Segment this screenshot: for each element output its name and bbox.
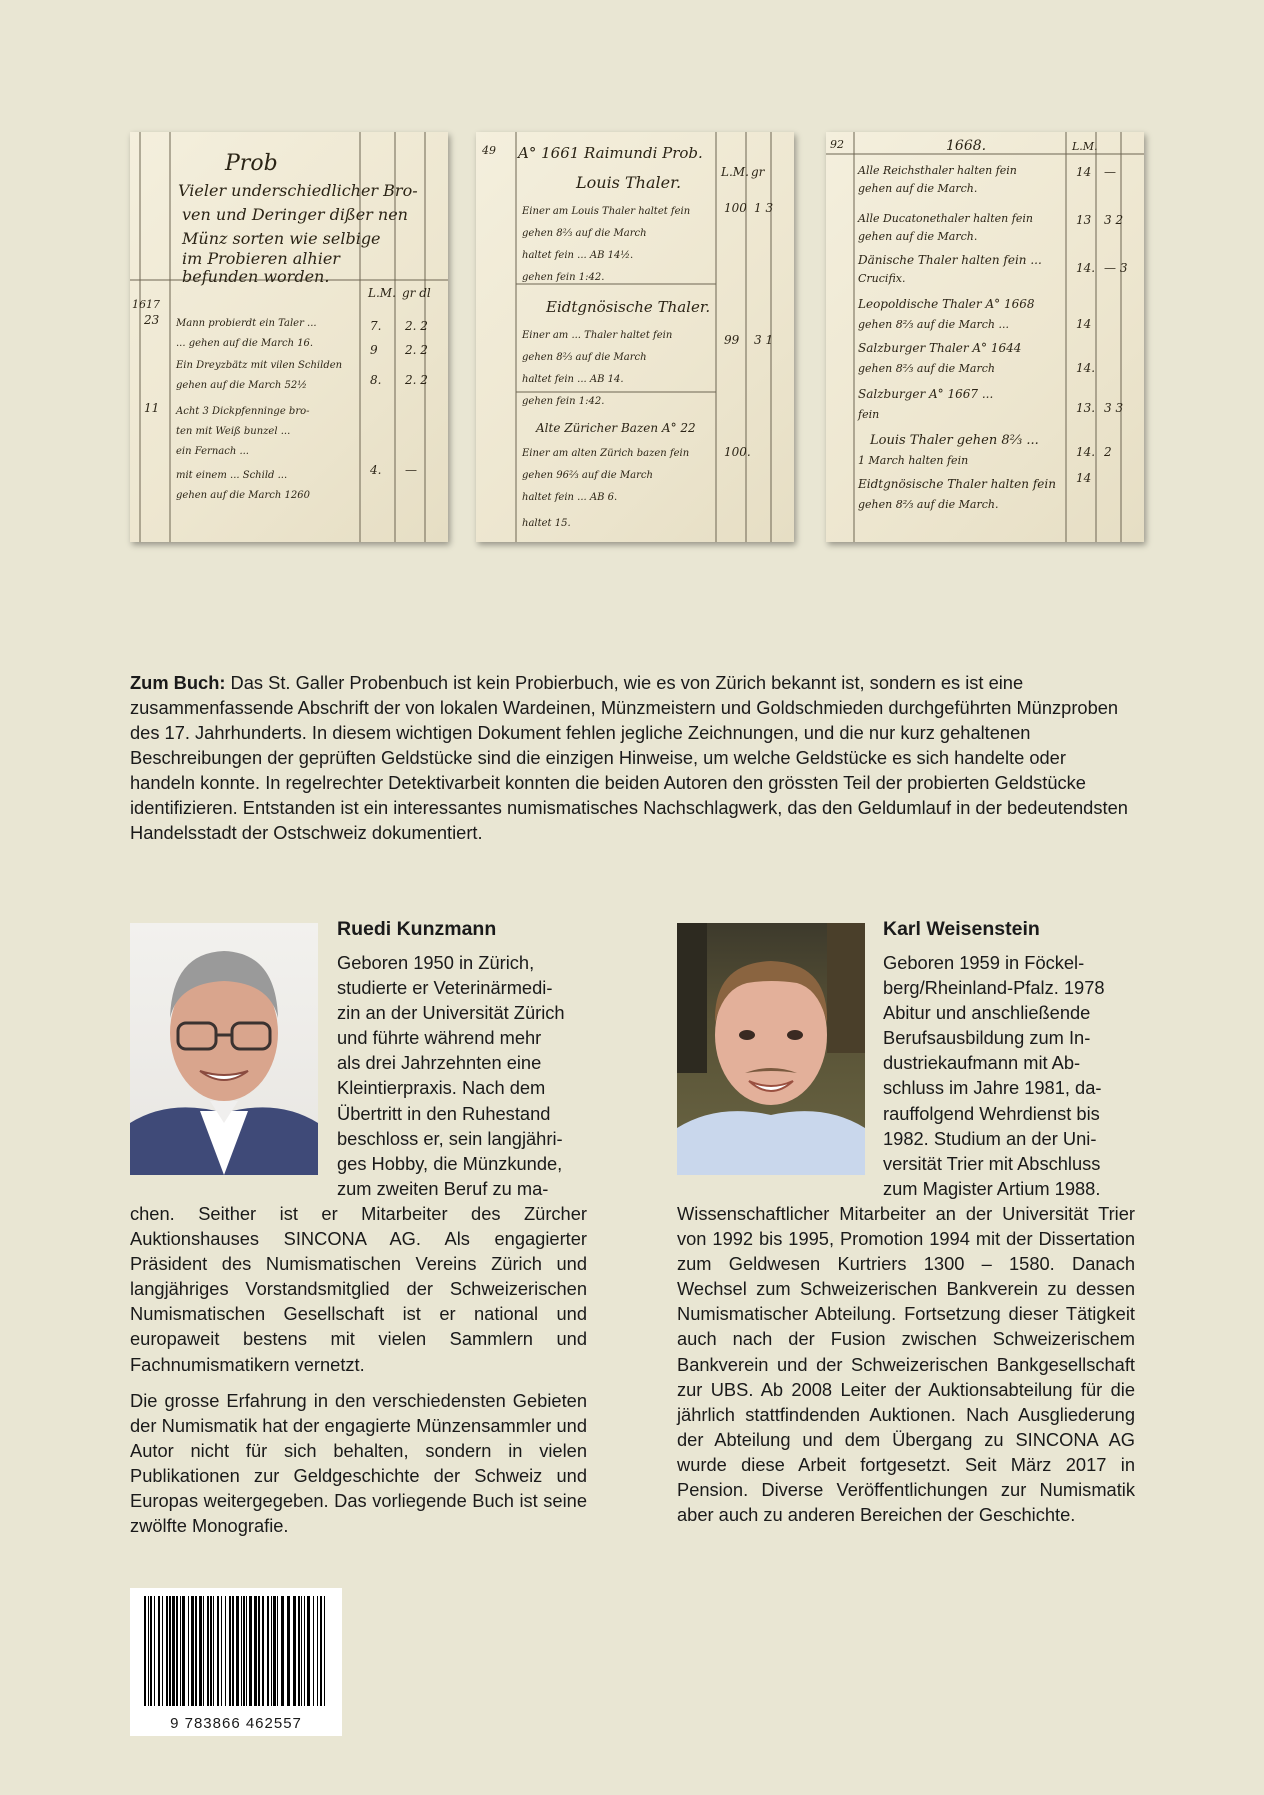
svg-text:gehen 8⅔ auf die March ...: gehen 8⅔ auf die March ... xyxy=(858,318,1009,331)
svg-text:L.M.: L.M. xyxy=(721,165,749,179)
svg-text:befunden worden.: befunden worden. xyxy=(182,267,330,286)
barcode-bar xyxy=(281,1596,284,1706)
svg-text:3 3: 3 3 xyxy=(1104,401,1124,415)
svg-text:Salzburger A° 1667 ...: Salzburger A° 1667 ... xyxy=(858,387,994,401)
svg-text:Prob: Prob xyxy=(225,151,278,176)
author-name-weisenstein: Karl Weisenstein xyxy=(883,918,1040,940)
svg-text:gehen 8⅔ auf die March.: gehen 8⅔ auf die March. xyxy=(858,498,999,511)
bio-line: beschloss er, sein langjähri- xyxy=(337,1127,563,1149)
svg-text:haltet 15.: haltet 15. xyxy=(522,518,571,529)
svg-text:13.: 13. xyxy=(1076,401,1096,415)
barcode-bar xyxy=(217,1596,219,1706)
svg-text:99: 99 xyxy=(724,333,740,347)
svg-text:ven und Deringer dißer nen: ven und Deringer dißer nen xyxy=(182,205,408,224)
book-description-text: Das St. Galler Probenbuch ist kein Probierbuch, wie es von Zürich bekannt ist, sondern es ist eine zusammenfassende Abschrift der von lokalen Wardeinen, Münzmeistern und Goldschmieden durchgeführten Münzproben des 17. Jahrhunderts. In diesem wichtigen Dokument fehlen jegliche Zeichnungen, und die nur kurz gehaltenen Beschreibungen der geprüften Geldstücke sind die einzigen Hinweise, um welche Geldstücke es sich handelte oder handeln konnte. In regelrechter Detektivarbeit konnten die beiden Autoren den grössten Teil der probierten Geldstücke identifizieren. Entstanden ist ein interessantes numismatisches Nachschlagwerk, das den Geldumlauf in der bedeutendsten Handelsstadt der Ostschweiz dokumentiert. xyxy=(130,672,1128,843)
barcode-bar xyxy=(232,1596,234,1706)
bio-line: berg/Rheinland-Pfalz. 1978 xyxy=(883,977,1105,999)
barcode-bar xyxy=(236,1596,239,1706)
svg-text:1617: 1617 xyxy=(132,298,160,311)
book-description xyxy=(130,670,1136,845)
svg-text:fein: fein xyxy=(858,408,880,421)
svg-text:Alle Reichsthaler halten fein: Alle Reichsthaler halten fein xyxy=(858,164,1017,177)
manuscript-image-3 xyxy=(826,132,1144,542)
svg-text:— 3: — 3 xyxy=(1104,261,1128,275)
svg-text:gehen fein 1:42.: gehen fein 1:42. xyxy=(522,272,605,283)
svg-text:100: 100 xyxy=(724,201,747,215)
author-photo-weisenstein xyxy=(677,923,865,1175)
barcode-bar xyxy=(182,1596,185,1706)
bio-line: und führte während mehr xyxy=(337,1027,542,1049)
manuscript-image-2 xyxy=(476,132,794,542)
book-description-heading: Zum Buch: xyxy=(130,672,226,693)
bio-line: zum zweiten Beruf zu ma- xyxy=(337,1177,549,1199)
svg-text:Eidtgnösische Thaler halten fe: Eidtgnösische Thaler halten fein xyxy=(858,477,1056,491)
svg-text:Dänische Thaler halten fein ..: Dänische Thaler halten fein ... xyxy=(858,253,1042,267)
bio-line: Übertritt in den Ruhestand xyxy=(337,1102,551,1124)
author-bio-kunzmann-para2: Die grosse Erfahrung in den verschiedensten Gebieten der Numismatik hat der engagierte Münzensammler und Autor nicht für sich behalten, sondern in vielen Publikationen zur Geldgeschichte der Schweiz und Europas weitergegeben. Das vorliegende Buch ist seine zwölfte Monografie. xyxy=(130,1390,587,1537)
barcode-bar xyxy=(243,1596,245,1706)
barcode-bar xyxy=(287,1596,290,1706)
svg-text:7.: 7. xyxy=(370,319,382,333)
svg-text:Ein Dreyzbätz mit vilen Schild: Ein Dreyzbätz mit vilen Schilden xyxy=(176,360,343,371)
svg-text:im Probieren alhier: im Probieren alhier xyxy=(182,249,340,268)
svg-text:14: 14 xyxy=(1076,165,1092,179)
barcode-bar xyxy=(172,1596,175,1706)
barcode-bar xyxy=(150,1596,152,1706)
bio-line: studierte er Veterinärmedi- xyxy=(337,977,553,999)
svg-text:L.M.: L.M. xyxy=(1072,140,1098,153)
bio-line: 1982. Studium an der Uni- xyxy=(883,1127,1097,1149)
barcode-bar xyxy=(313,1596,314,1706)
barcode-bar xyxy=(317,1596,318,1706)
svg-text:gehen auf die March 52½: gehen auf die March 52½ xyxy=(176,380,307,391)
svg-text:14: 14 xyxy=(1076,317,1092,331)
svg-text:8.: 8. xyxy=(370,373,382,387)
barcode-bar xyxy=(166,1596,168,1706)
barcode-bar xyxy=(304,1596,305,1706)
svg-text:4.: 4. xyxy=(370,463,382,477)
svg-text:14.: 14. xyxy=(1076,261,1096,275)
bio-line: zum Magister Artium 1988. xyxy=(883,1177,1101,1199)
svg-text:gr: gr xyxy=(751,165,765,179)
barcode-bar xyxy=(267,1596,269,1706)
svg-text:ein Fernach ...: ein Fernach ... xyxy=(176,446,249,457)
svg-text:Münz sorten wie selbige: Münz sorten wie selbige xyxy=(182,229,381,248)
svg-text:gehen auf die March.: gehen auf die March. xyxy=(858,182,978,195)
bio-line: Geboren 1959 in Föckel- xyxy=(883,952,1085,973)
svg-text:—: — xyxy=(405,463,417,477)
bio-line: Berufsausbildung zum In- xyxy=(883,1027,1091,1049)
barcode-bar xyxy=(180,1596,181,1706)
barcode-bar xyxy=(148,1596,149,1706)
bio-line: als drei Jahrzehnten eine xyxy=(337,1052,542,1074)
svg-text:92: 92 xyxy=(830,138,844,151)
svg-text:—: — xyxy=(1104,165,1116,179)
svg-text:Crucifix.: Crucifix. xyxy=(858,272,906,285)
barcode-bar xyxy=(324,1596,325,1706)
manuscript-image-1 xyxy=(130,132,448,542)
svg-text:gehen fein 1:42.: gehen fein 1:42. xyxy=(522,396,605,407)
bio-line: versität Trier mit Abschluss xyxy=(883,1152,1101,1174)
svg-text:23: 23 xyxy=(144,313,160,327)
svg-text:11: 11 xyxy=(144,401,160,415)
svg-text:14: 14 xyxy=(1076,471,1092,485)
svg-text:Mann probierdt ein Taler ...: Mann probierdt ein Taler ... xyxy=(176,318,317,329)
svg-text:1668.: 1668. xyxy=(946,138,987,154)
barcode-bar xyxy=(293,1596,296,1706)
svg-text:1 March halten fein: 1 March halten fein xyxy=(858,454,969,467)
author-photo-kunzmann xyxy=(130,923,318,1175)
svg-text:13: 13 xyxy=(1076,213,1092,227)
svg-text:Einer am Louis Thaler haltet f: Einer am Louis Thaler haltet fein xyxy=(522,206,691,217)
barcode-bar xyxy=(301,1596,302,1706)
bio-line: Geboren 1950 in Zürich, xyxy=(337,952,535,973)
author-name-kunzmann: Ruedi Kunzmann xyxy=(337,918,497,940)
svg-text:2. 2: 2. 2 xyxy=(405,373,428,387)
barcode-bar xyxy=(199,1596,202,1706)
svg-text:gehen auf die March.: gehen auf die March. xyxy=(858,230,978,243)
svg-text:Salzburger Thaler A° 1644: Salzburger Thaler A° 1644 xyxy=(858,341,1022,355)
svg-text:ten mit Weiß bunzel ...: ten mit Weiß bunzel ... xyxy=(176,426,291,437)
svg-text:gehen auf die March 1260: gehen auf die March 1260 xyxy=(176,490,310,501)
barcode-bar xyxy=(320,1596,322,1706)
barcode-bar xyxy=(273,1596,276,1706)
author-bio-weisenstein-rest: Wissenschaftlicher Mitarbeiter an der Universität Trier von 1992 bis 1995, Promotion 1994 mit der Dissertation zum Geldwesen Kurtriers 1300 – 1580. Danach Wechsel zum Schweizerischen Bankverein zu dessen Numismatischer Abteilung. Fortsetzung dieser Tätigkeit auch nach der Fusion zwischen Schweizerischem Bankverein und der Schweizerischen Bankgesellschaft zur UBS. Ab 2008 Leiter der Auktionsabteilung für die jährlich stattfindenden Auktionen. Nach Ausgliederung der Abteilung und dem Übergang zu SINCONA AG wurde diese Arbeit fortgesetzt. Seit März 2017 in Pension. Diverse Veröffentlichungen zur Numismatik aber auch zu anderen Bereichen der Geschichte. xyxy=(677,1203,1135,1526)
svg-text:Acht 3 Dickpfenninge bro-: Acht 3 Dickpfenninge bro- xyxy=(176,406,310,417)
barcode-bar xyxy=(254,1596,257,1706)
barcode-bar xyxy=(158,1596,160,1706)
svg-text:gr dl: gr dl xyxy=(402,286,431,300)
isbn-barcode xyxy=(130,1588,342,1736)
svg-text:1 3: 1 3 xyxy=(754,201,774,215)
barcode-bar xyxy=(241,1596,242,1706)
bio-line: Kleintierpraxis. Nach dem xyxy=(337,1077,546,1099)
barcode-bar xyxy=(277,1596,278,1706)
barcode-bar xyxy=(258,1596,260,1706)
barcode-bar xyxy=(188,1596,189,1706)
barcode-bar xyxy=(271,1596,272,1706)
svg-text:2: 2 xyxy=(1104,445,1112,459)
bio-line: ges Hobby, die Münzkunde, xyxy=(337,1152,563,1174)
svg-text:Eidtgnösische Thaler.: Eidtgnösische Thaler. xyxy=(546,298,711,316)
bio-line: rauffolgend Wehrdienst bis xyxy=(883,1102,1100,1124)
barcode-bar xyxy=(203,1596,204,1706)
isbn-digits: 9 783866 462557 xyxy=(170,1715,302,1732)
barcode-bar xyxy=(207,1596,209,1706)
barcode-bar xyxy=(210,1596,212,1706)
svg-text:gehen 8⅔ auf die March: gehen 8⅔ auf die March xyxy=(858,362,995,375)
barcode-bar xyxy=(298,1596,300,1706)
barcode-bar xyxy=(191,1596,194,1706)
svg-text:Alle Ducatonethaler halten fei: Alle Ducatonethaler halten fein xyxy=(858,212,1033,225)
bio-line: zin an der Universität Zürich xyxy=(337,1002,565,1024)
bio-line: schluss im Jahre 1981, da- xyxy=(883,1077,1102,1099)
svg-text:3 2: 3 2 xyxy=(1104,213,1124,227)
barcode-bar xyxy=(249,1596,252,1706)
barcode-bar xyxy=(176,1596,178,1706)
svg-text:Einer am ... Thaler haltet fei: Einer am ... Thaler haltet fein xyxy=(522,330,673,341)
svg-text:gehen 96⅔ auf die March: gehen 96⅔ auf die March xyxy=(522,470,653,481)
barcode-bar xyxy=(154,1596,155,1706)
svg-text:gehen 8⅔ auf die March: gehen 8⅔ auf die March xyxy=(522,352,647,363)
barcode-bar xyxy=(229,1596,231,1706)
svg-text:49: 49 xyxy=(482,144,496,157)
author-bio-weisenstein-top xyxy=(883,950,1135,1201)
svg-text:haltet fein ... AB 6.: haltet fein ... AB 6. xyxy=(522,492,618,503)
author-bio-kunzmann-rest: chen. Seither ist er Mitarbeiter des Zürcher Auktionshauses SINCONA AG. Als engagierter Präsident des Numismatischen Vereins Zürich und langjähriges Vorstandsmitglied der Schweizerischen Numismatischen Gesellschaft ist er national und europaweit bestens mit vielen Sammlern und Fachnumismatikern vernetzt. xyxy=(130,1203,587,1375)
svg-text:2. 2: 2. 2 xyxy=(405,319,428,333)
svg-text:A° 1661 Raimundi Prob.: A° 1661 Raimundi Prob. xyxy=(518,144,703,162)
barcode-bar xyxy=(162,1596,163,1706)
svg-text:14.: 14. xyxy=(1076,361,1096,375)
svg-text:Vieler underschiedlicher Bro-: Vieler underschiedlicher Bro- xyxy=(178,181,418,200)
barcode-bar xyxy=(213,1596,214,1706)
bio-line: Abitur und anschließende xyxy=(883,1002,1091,1024)
svg-text:2. 2: 2. 2 xyxy=(405,343,428,357)
barcode-bar xyxy=(262,1596,264,1706)
svg-text:Alte Züricher Bazen A° 22: Alte Züricher Bazen A° 22 xyxy=(536,421,696,435)
svg-text:mit einem ... Schild ...: mit einem ... Schild ... xyxy=(176,470,288,481)
barcode-bar xyxy=(144,1596,146,1706)
barcode-bar xyxy=(307,1596,310,1706)
svg-text:Louis Thaler.: Louis Thaler. xyxy=(576,173,682,192)
author-bio-kunzmann-top xyxy=(337,950,587,1201)
barcode-bar xyxy=(221,1596,222,1706)
svg-text:Leopoldische Thaler A° 1668: Leopoldische Thaler A° 1668 xyxy=(858,297,1035,311)
svg-text:Einer am alten Zürich bazen fe: Einer am alten Zürich bazen fein xyxy=(522,448,690,459)
svg-text:haltet fein ... AB 14.: haltet fein ... AB 14. xyxy=(522,374,624,385)
barcode-bars xyxy=(130,1588,342,1712)
svg-text:... gehen auf die March 16.: ... gehen auf die March 16. xyxy=(176,338,314,349)
bio-line: dustriekaufmann mit Ab- xyxy=(883,1052,1081,1074)
barcode-bar xyxy=(225,1596,226,1706)
svg-text:3 1: 3 1 xyxy=(754,333,774,347)
svg-text:L.M.: L.M. xyxy=(368,286,396,300)
svg-text:14.: 14. xyxy=(1076,445,1096,459)
svg-text:9: 9 xyxy=(370,343,378,357)
svg-text:haltet fein ... AB 14½.: haltet fein ... AB 14½. xyxy=(522,250,634,261)
barcode-bar xyxy=(169,1596,171,1706)
svg-text:gehen 8⅔ auf die March: gehen 8⅔ auf die March xyxy=(522,228,647,239)
svg-text:Louis Thaler gehen 8⅔ ...: Louis Thaler gehen 8⅔ ... xyxy=(870,433,1039,448)
barcode-bar xyxy=(195,1596,197,1706)
svg-text:100.: 100. xyxy=(724,445,751,459)
barcode-bar xyxy=(246,1596,247,1706)
